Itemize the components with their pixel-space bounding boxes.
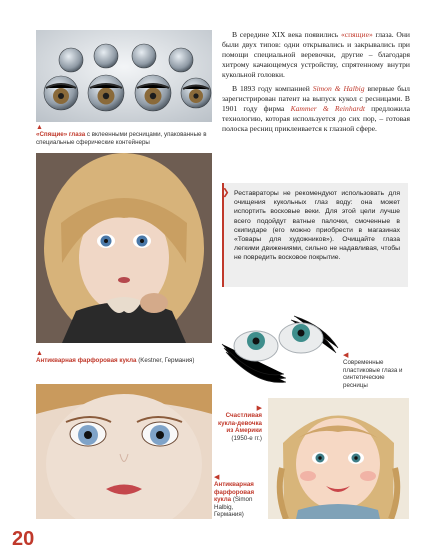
caption-arrow-icon: ▲ (36, 124, 43, 131)
caption-arrow-icon: ▲ (36, 350, 43, 357)
plastic-eyes-photo (216, 308, 341, 388)
caption-arrow-icon: ▶ (256, 405, 262, 412)
caption-arrow-icon: ◀ (214, 474, 220, 481)
happy-doll-photo (268, 398, 409, 519)
page-number: 20 (12, 528, 35, 550)
sleeping-eyes-photo (36, 30, 212, 122)
antique-doll-simon-halbig-caption: ◀ Антикварная фарфоровая кукла (Simon Halbig, Германия) (214, 474, 262, 519)
plastic-eyes-caption: ◀ Современные пластиковые глаза и синтетические ресницы (343, 352, 409, 389)
article-text (222, 30, 410, 138)
paragraph-sleeping-eyes: В середине XIX века появились «спящие» глаза. Они были двух типов: одни открывались и закрывались при помощи специальной веревочки, другие – благодаря хитрому качающемуся устройству, спрятенному внутри кукольной головки. (222, 30, 410, 79)
antique-doll-simon-halbig-photo (36, 384, 212, 519)
caption-arrow-icon: ◀ (343, 352, 349, 359)
tip-marker-icon: ❯ (222, 187, 230, 197)
sleeping-eyes-caption: ▲ «Спящие» глаза с вклеенными ресницами, упакованные в специальные сферические контейнеры (36, 124, 214, 146)
happy-doll-caption: ▶ Счастливая кукла-девочка из Америки (1950-е гг.) (214, 405, 262, 442)
tip-text: Реставраторы не рекомендуют использовать для очищения кукольных глаз воду: она может испортить восковые веки. Для этой цели лучше всего подойдут ватные палочки, смоченные в скипидаре (его можно приобрести в магазинах «Товары для художников»). Очищайте глаза легкими движениями, сильно не надавливая, чтобы не повредить восковое покрытие. (234, 190, 400, 262)
antique-doll-kestner-photo (36, 153, 212, 343)
antique-doll-kestner-caption: ▲ Антикварная фарфоровая кукла (Kestner, Германия) (36, 350, 214, 365)
restoration-tip-box (222, 183, 408, 287)
paragraph-eyelashes: В 1893 году компанией Simon & Halbig впервые был зарегистрирован патент на выпуск кукол с ресницами. В 1901 году фирма Kammer & Reinhardt предложила технологию, которая используется до сих пор, – готовая полоска ресниц приклеивается к глазной сфере. (222, 84, 411, 133)
